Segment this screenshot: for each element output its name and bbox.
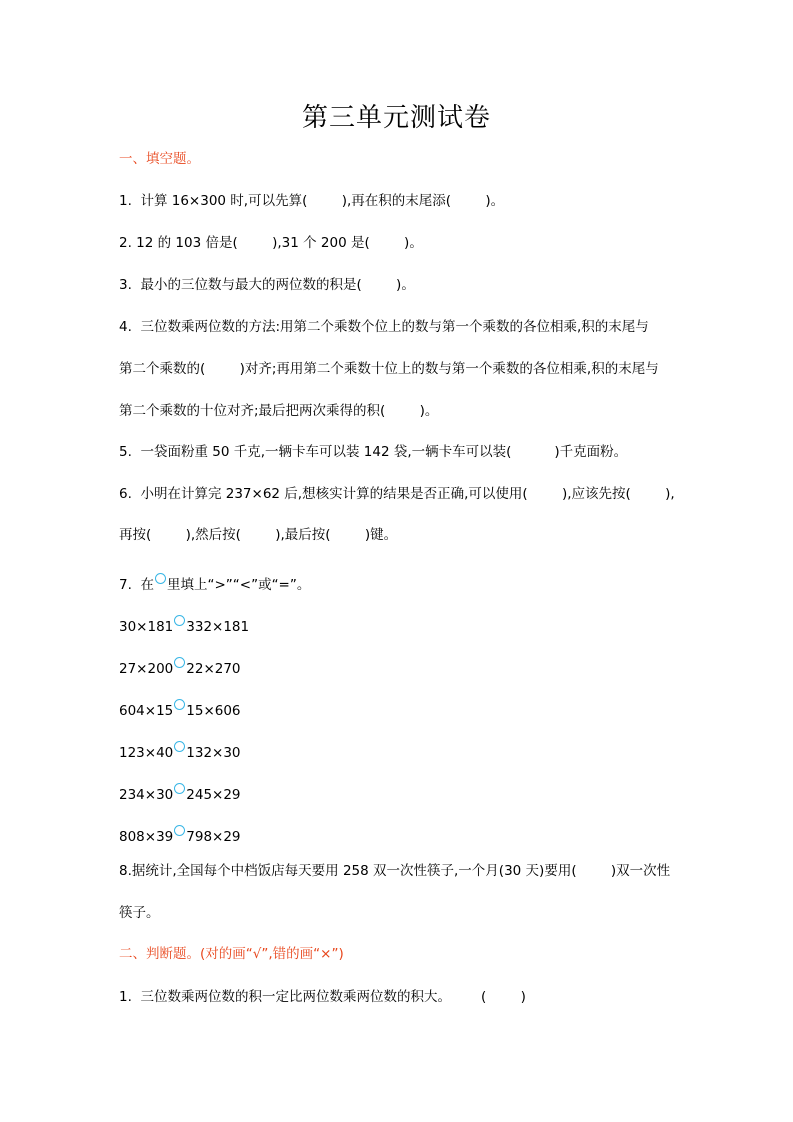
compare-left: 604×15 (119, 703, 174, 719)
judgement-1: 1. 三位数乘两位数的积一定比两位数乘两位数的积大。 ( ) (119, 989, 526, 1005)
compare-left: 27×200 (119, 661, 174, 677)
answer-circle-icon[interactable] (174, 741, 185, 752)
question-1: 1. 计算 16×300 时,可以先算( ),再在积的末尾添( )。 (119, 193, 505, 209)
compare-row (119, 783, 241, 805)
compare-left: 234×30 (119, 787, 174, 803)
question-6-line2: 再按( ),然后按( ),最后按( )键。 (119, 527, 398, 543)
answer-circle-icon (155, 573, 166, 584)
question-4-line3: 第二个乘数的十位对齐;最后把两次乘得的积( )。 (119, 403, 439, 419)
question-8-line1: 8.据统计,全国每个中档饭店每天要用 258 双一次性筷子,一个月(30 天)要用( )双一次性 (119, 863, 671, 879)
question-5: 5. 一袋面粉重 50 千克,一辆卡车可以装 142 袋,一辆卡车可以装( )千克面粉。 (119, 444, 628, 460)
question-6-line1: 6. 小明在计算完 237×62 后,想核实计算的结果是否正确,可以使用( ),应该先按( ), (119, 486, 675, 502)
question-7-suffix: 里填上“>”“<”或“=”。 (166, 577, 311, 593)
compare-row (119, 741, 241, 763)
page-title: 第三单元测试卷 (301, 103, 491, 133)
answer-circle-icon[interactable] (174, 615, 185, 626)
compare-left: 30×181 (119, 619, 174, 635)
compare-right: 22×270 (186, 661, 241, 677)
question-7-prefix: 7. 在 (119, 577, 154, 593)
compare-right: 15×606 (186, 703, 241, 719)
section2-heading: 二、判断题。(对的画“√”,错的画“×”) (119, 946, 344, 962)
question-4-line2: 第二个乘数的( )对齐;再用第二个乘数十位上的数与第一个乘数的各位相乘,积的末尾与 (119, 361, 659, 377)
compare-row (119, 615, 249, 637)
section1-heading: 一、填空题。 (119, 151, 200, 167)
answer-circle-icon[interactable] (174, 699, 185, 710)
compare-row (119, 699, 241, 721)
compare-row (119, 825, 241, 847)
question-2: 2. 12 的 103 倍是( ),31 个 200 是( )。 (119, 235, 423, 251)
answer-circle-icon[interactable] (174, 783, 185, 794)
question-7-instruction (119, 573, 310, 595)
question-4-line1: 4. 三位数乘两位数的方法:用第二个乘数个位上的数与第一个乘数的各位相乘,积的末尾与 (119, 319, 649, 335)
compare-right: 332×181 (186, 619, 250, 635)
compare-row (119, 657, 241, 679)
question-8-line2: 筷子。 (119, 905, 160, 921)
answer-circle-icon[interactable] (174, 825, 185, 836)
compare-right: 245×29 (186, 787, 241, 803)
question-3: 3. 最小的三位数与最大的两位数的积是( )。 (119, 277, 415, 293)
compare-right: 132×30 (186, 745, 241, 761)
compare-left: 808×39 (119, 829, 174, 845)
compare-left: 123×40 (119, 745, 174, 761)
answer-circle-icon[interactable] (174, 657, 185, 668)
compare-right: 798×29 (186, 829, 241, 845)
